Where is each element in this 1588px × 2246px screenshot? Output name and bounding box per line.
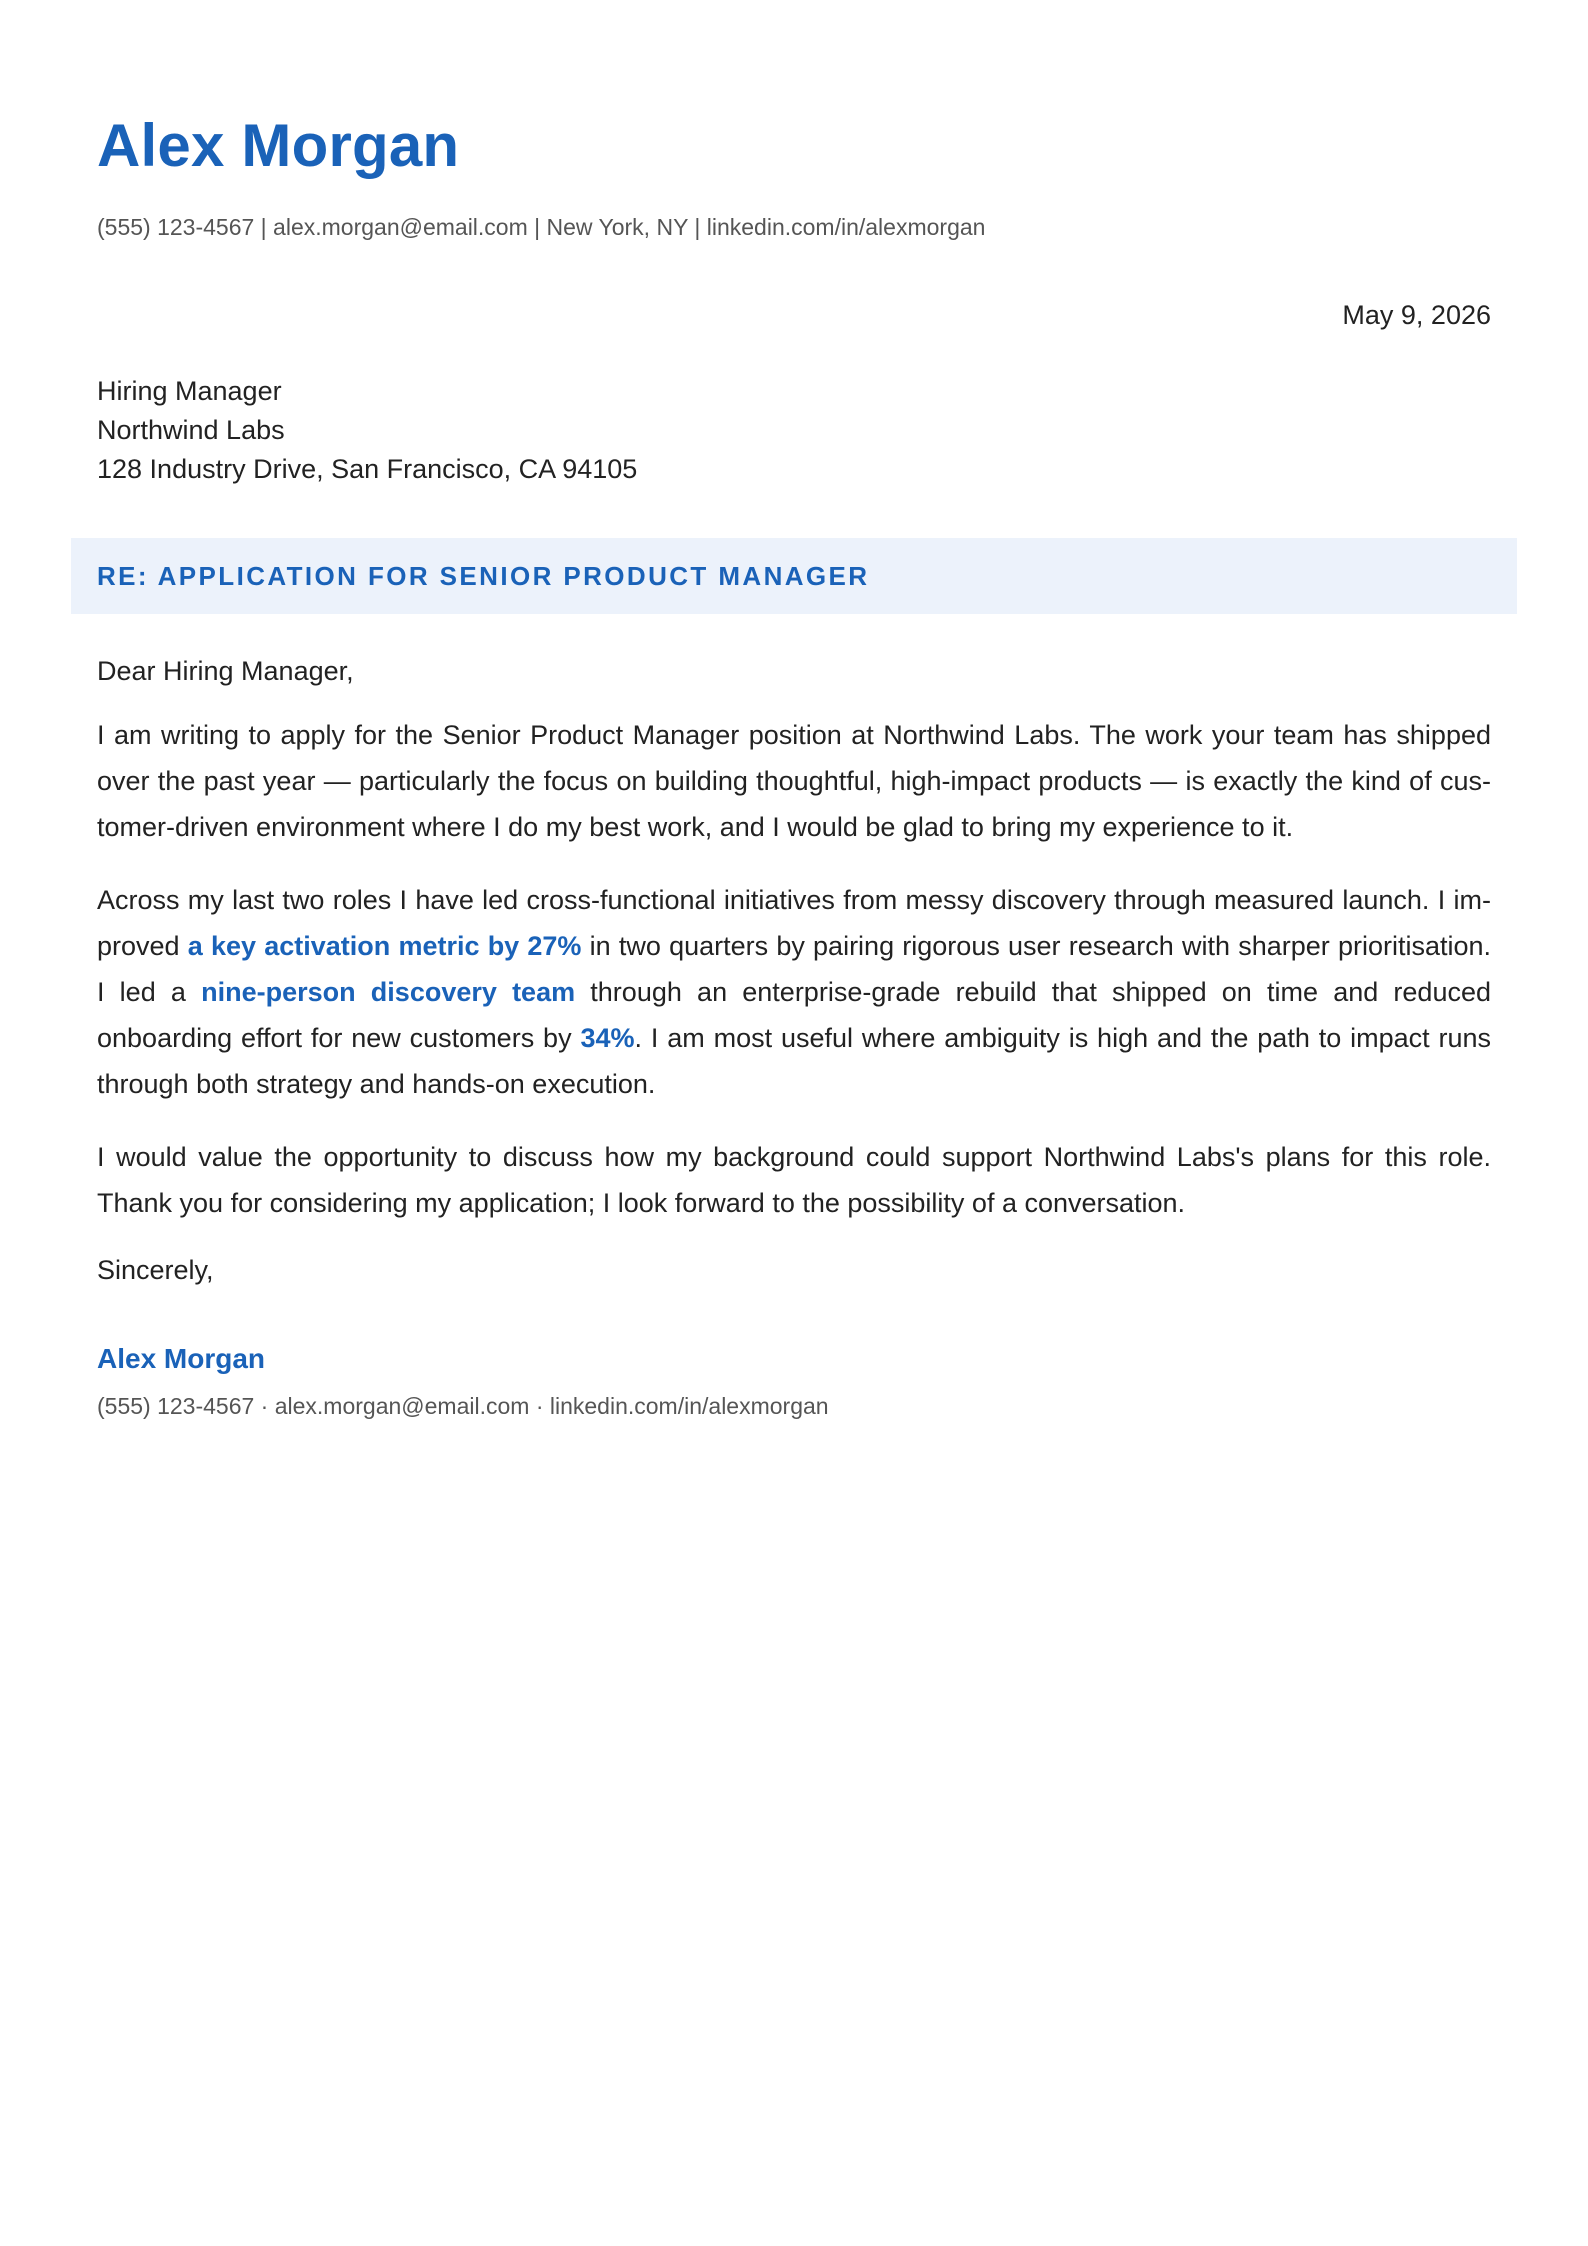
signature-contact-line: (555) 123-4567 · alex.morgan@email.com · linkedin.com/in/alexmorgan xyxy=(97,1393,829,1419)
paragraph-2-text-3: through an enterprise-grade rebuild that shipped on time and reduced onboarding effort for new customers by xyxy=(97,977,1491,1053)
applicant-name: Alex Morgan xyxy=(97,112,460,179)
highlight-activation-metric: a key activation metric by 27% xyxy=(187,931,582,961)
recipient-company: Northwind Labs xyxy=(97,415,285,445)
letter-date: May 9, 2026 xyxy=(1342,300,1491,330)
subject-line: RE: APPLICATION FOR SENIOR PRODUCT MANAGER xyxy=(97,560,870,591)
body-paragraph-3: I would value the opportunity to discuss how my background could support Northwind Labs's plans for this role. Thank you for considering my application; I look forward to the possibility of a conversation. xyxy=(97,1142,1491,1218)
recipient-address: 128 Industry Drive, San Francisco, CA 94105 xyxy=(97,454,638,484)
highlight-onboarding-reduction: 34% xyxy=(580,1023,635,1053)
paragraph-2-text-4: . I am most useful where ambiguity is high and the path to impact runs through both strategy and hands-on execution. xyxy=(97,1023,1491,1099)
paragraph-2-text-1: Across my last two roles I have led cross-functional initiatives from messy discovery through measured launch. I improved xyxy=(97,885,1491,961)
paragraph-2-text-2: in two quarters by pairing rigorous user research with sharper prioritisation. I led a xyxy=(97,931,1492,1007)
signature-name: Alex Morgan xyxy=(97,1343,266,1374)
highlight-discovery-team: nine-person discovery team xyxy=(201,977,576,1007)
recipient-block xyxy=(97,372,1491,489)
salutation: Dear Hiring Manager, xyxy=(97,656,354,686)
body-paragraph-1: I am writing to apply for the Senior Product Manager position at Northwind Labs. The work your team has shipped over the past year — particularly the focus on building thoughtful, high-impact products — is exactly the kind of customer-driven environment where I do my best work, and I would be glad to bring my experience to it. xyxy=(97,720,1491,842)
closing: Sincerely, xyxy=(97,1255,214,1285)
header-contact-line: (555) 123-4567 | alex.morgan@email.com | New York, NY | linkedin.com/in/alexmorgan xyxy=(97,214,986,240)
recipient-title: Hiring Manager xyxy=(97,376,282,406)
body-paragraph-2 xyxy=(97,877,1491,1107)
subject-band xyxy=(71,538,1517,614)
